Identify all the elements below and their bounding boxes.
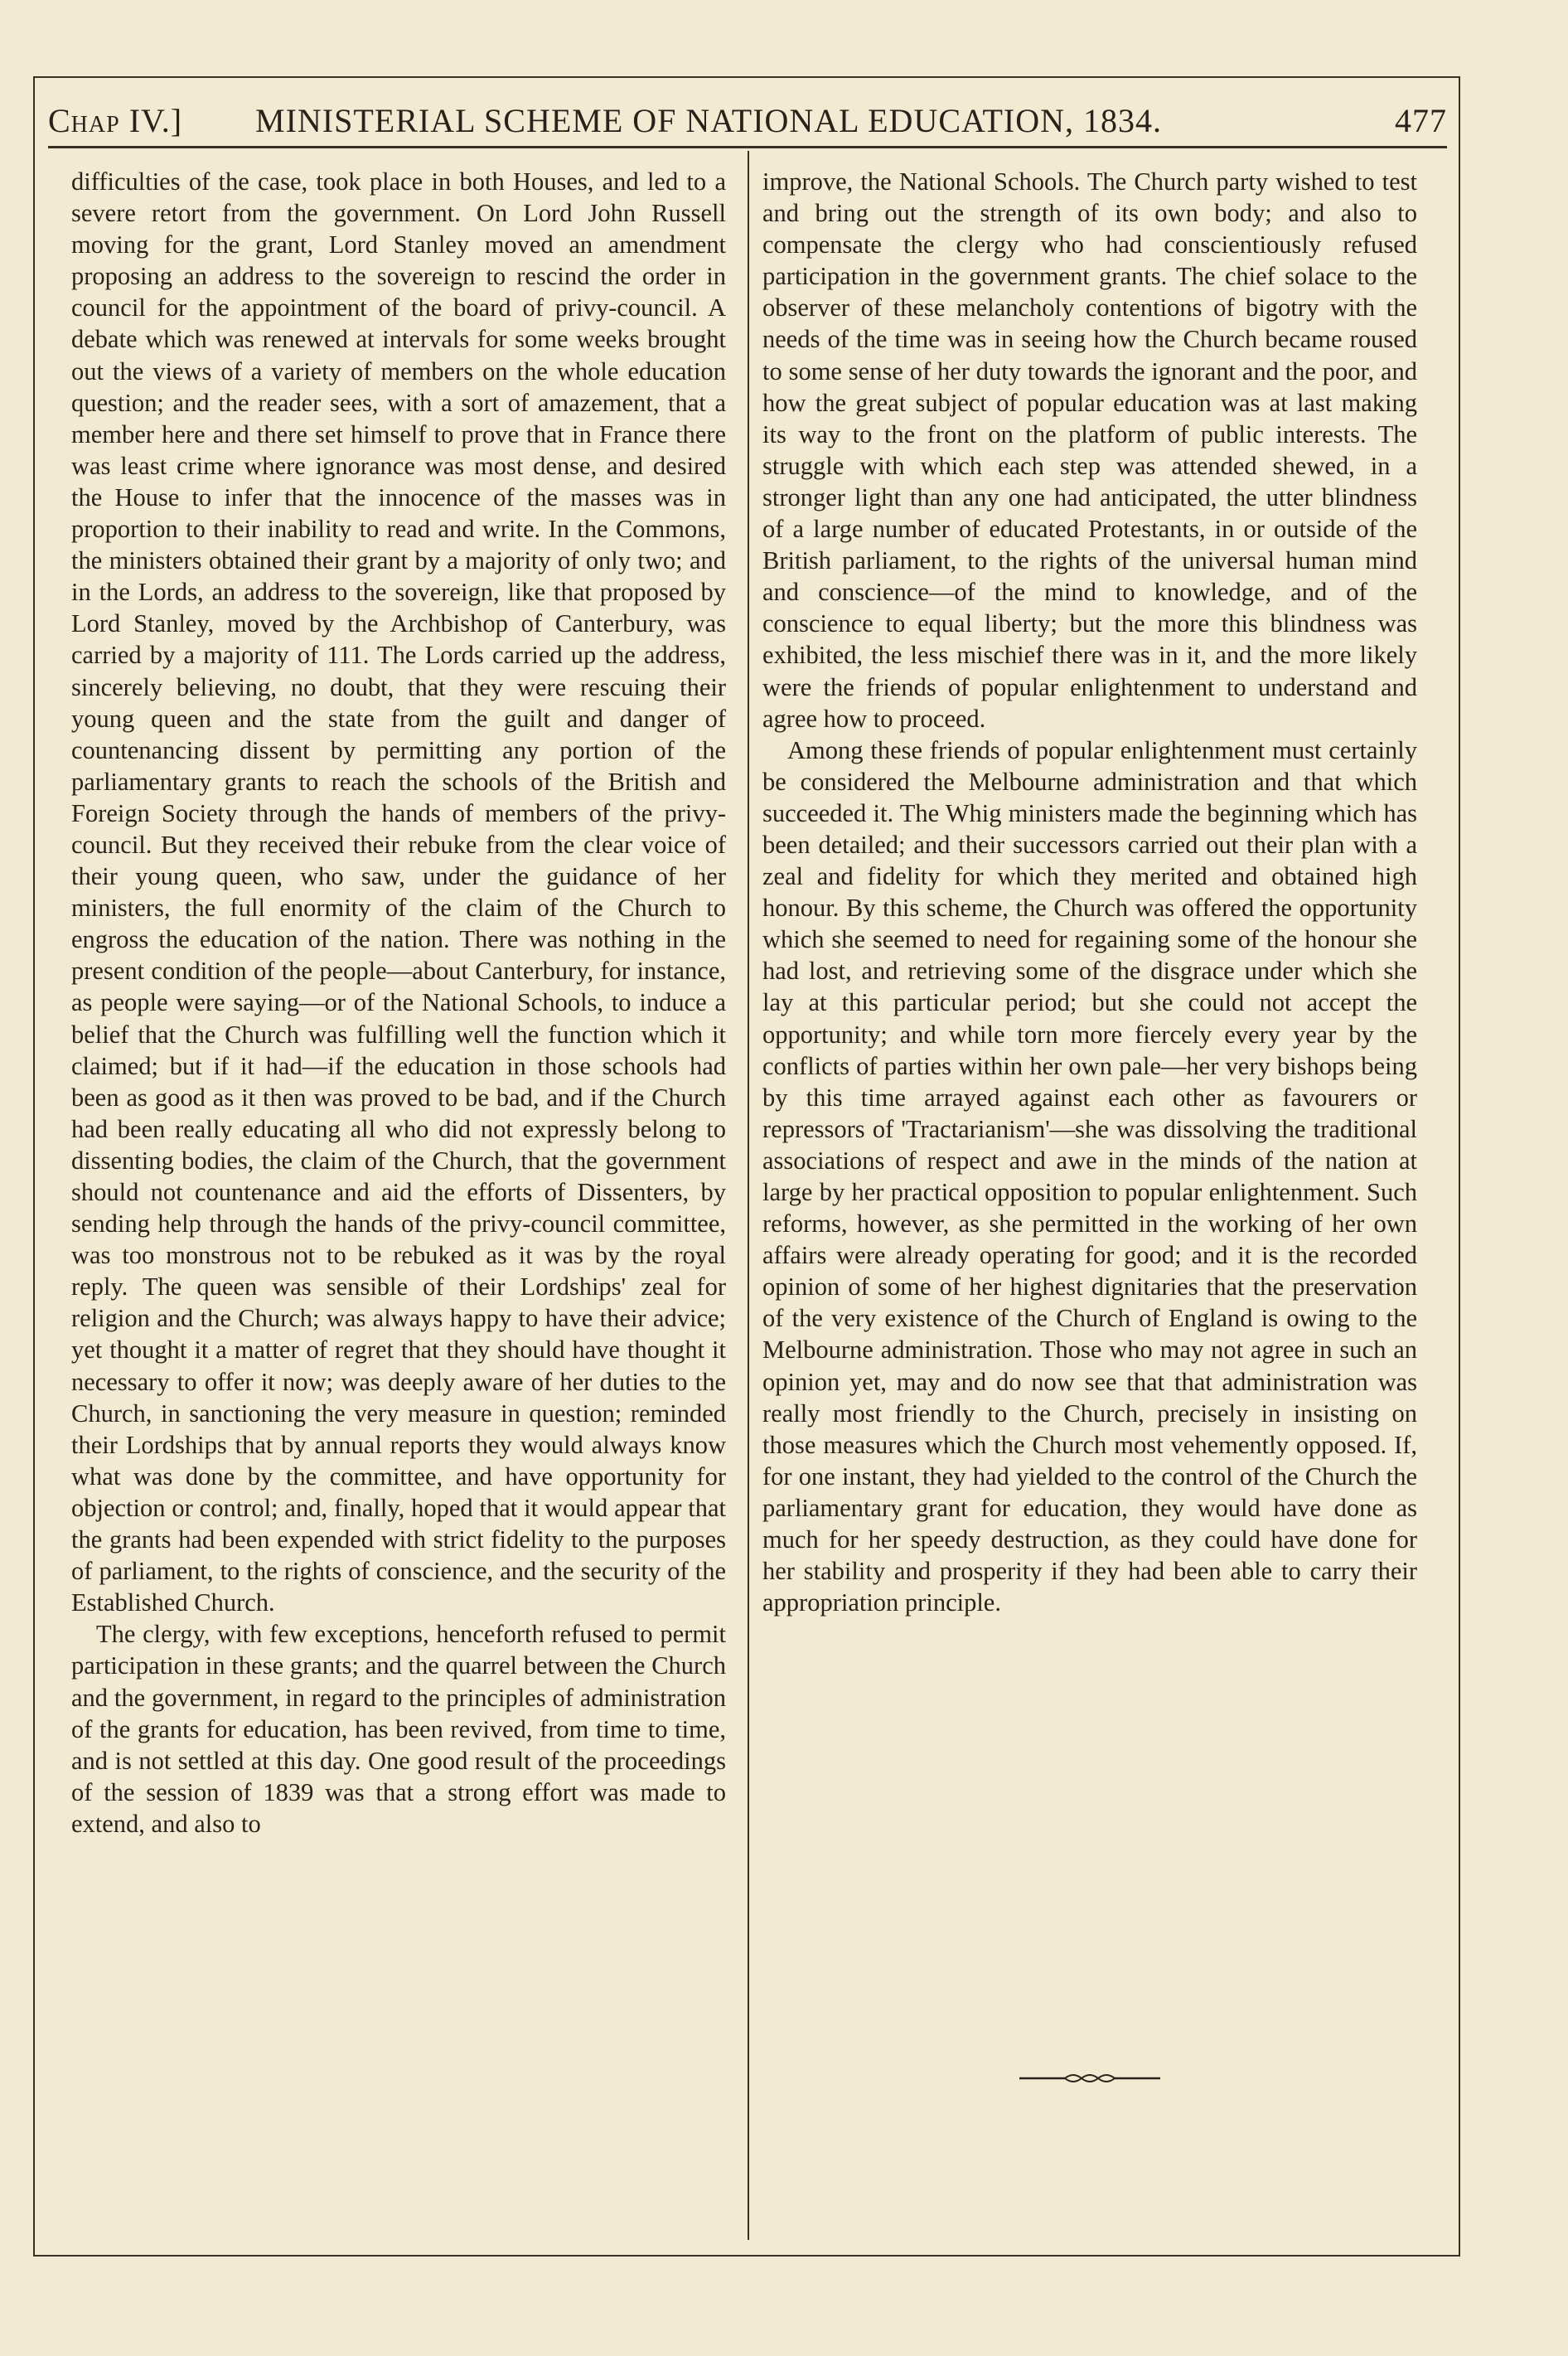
running-header: [48, 99, 1447, 143]
column-divider: [748, 151, 749, 2240]
page-number: 477: [1395, 102, 1447, 139]
right-paragraph-1: improve, the National Schools. The Church party wished to test and bring out the strength of its own body; and also to compensate the clergy who had conscientiously refused participation in the government grants. The chief solace to the observer of these melancholy contentions of bigotry with the needs of the time was in seeing how the Church became roused to some sense of her duty towards the ignorant and the poor, and how the great subject of popular education was at last making its way to the front on the platform of public interests. The struggle with which each step was attended shewed, in a stronger light than any one had anticipated, the utter blindness of a large number of educated Protestants, in or outside of the British parliament, to the rights of the universal human mind and conscience—of the mind to knowledge, and of the conscience to equal liberty; but the more this blindness was exhibited, the less mischief there was in it, and the more likely were the friends of popular enlightenment to understand and agree how to proceed.: [762, 167, 1417, 733]
left-paragraph-1: difficulties of the case, took place in both Houses, and led to a severe retort from the government. On Lord John Russell moving for the grant, Lord Stanley moved an amendment proposing an address to the sovereign to rescind the order in council for the appointment of the board of privy-council. A debate which was renewed at intervals for some weeks brought out the views of a variety of members on the whole education question; and the reader sees, with a sort of amazement, that a member here and there set himself to prove that in France there was least crime where ignorance was most dense, and desired the House to infer that the innocence of the masses was in proportion to their inability to read and write. In the Commons, the ministers obtained their grant by a majority of only two; and in the Lords, an address to the sovereign, like that proposed by Lord Stanley, moved by the Archbishop of Canterbury, was carried by a majority of 111. The Lords carried up the address, sincerely believing, no doubt, that they were rescuing their young queen and the state from the guilt and danger of countenancing dissent by permitting any portion of the parliamentary grants to reach the schools of the British and Foreign Society through the hands of members of the privy-council. But they received their rebuke from the clear voice of their young queen, who saw, under the guidance of her ministers, the full enormity of the claim of the Church to engross the education of the nation. There was nothing in the present condition of the people—about Canterbury, for instance, as people were saying—or of the National Schools, to induce a belief that the Church was fulfilling well the function which it claimed; but if it had—if the education in those schools had been as good as it then was proved to be bad, and if the Church had been really educating all who did not expressly belong to dissenting bodies, the claim of the Church, that the government should not countenance and aid the efforts of Dissenters, by sending help through the hands of the privy-council committee, was too monstrous not to be rebuked as it was by the royal reply. The queen was sensible of their Lordships' zeal for religion and the Church; was always happy to have their advice; yet thought it a matter of regret that they should have thought it necessary to offer it now; was deeply aware of her duties to the Church, in sanctioning the very measure in question; reminded their Lordships that by annual reports they would always know what was done by the committee, and have opportunity for objection or control; and, finally, hoped that it would appear that the grants had been expended with strict fidelity to the purposes of parliament, to the rights of conscience, and the security of the Established Church.: [71, 167, 726, 1617]
page-title: MINISTERIAL SCHEME OF NATIONAL EDUCATION, 1834.: [255, 102, 1162, 139]
header-rule: [48, 146, 1447, 148]
left-column: [71, 166, 726, 1840]
left-paragraph-2: The clergy, with few exceptions, henceforth refused to permit participation in these grants; and the quarrel between the Church and the government, in regard to the principles of administration of the grants for education, has been revived, from time to time, and is not settled at this day. One good result of the proceedings of the session of 1839 was that a strong effort was made to extend, and also to: [71, 1620, 726, 1838]
right-column: [762, 166, 1417, 1618]
section-end-ornament-icon: [1019, 2068, 1160, 2089]
right-paragraph-2: Among these friends of popular enlightenment must certainly be considered the Melbourne administration and that which succeeded it. The Whig ministers made the beginning which has been detailed; and their successors carried out their plan with a zeal and fidelity for which they merited and obtained high honour. By this scheme, the Church was offered the opportunity which she seemed to need for regaining some of the honour she had lost, and retrieving some of the disgrace under which she lay at this particular period; but she could not accept the opportunity; and while torn more fiercely every year by the conflicts of parties within her own pale—her very bishops being by this time arrayed against each other as favourers or repressors of 'Tractarianism'—she was dissolving the traditional associations of respect and awe in the minds of the nation at large by her practical opposition to popular enlightenment. Such reforms, however, as she permitted in the working of her own affairs were already operating for good; and it is the recorded opinion of some of her highest dignitaries that the preservation of the very existence of the Church of England is owing to the Melbourne administration. Those who may not agree in such an opinion yet, may and do now see that that administration was really most friendly to the Church, precisely in insisting on those measures which the Church most vehemently opposed. If, for one instant, they had yielded to the control of the Church the parliamentary grant for education, they would have done as much for her speedy destruction, as they could have done for her stability and prosperity if they had been able to carry their appropriation principle.: [762, 735, 1417, 1617]
chapter-label: Chap IV.]: [48, 102, 183, 139]
